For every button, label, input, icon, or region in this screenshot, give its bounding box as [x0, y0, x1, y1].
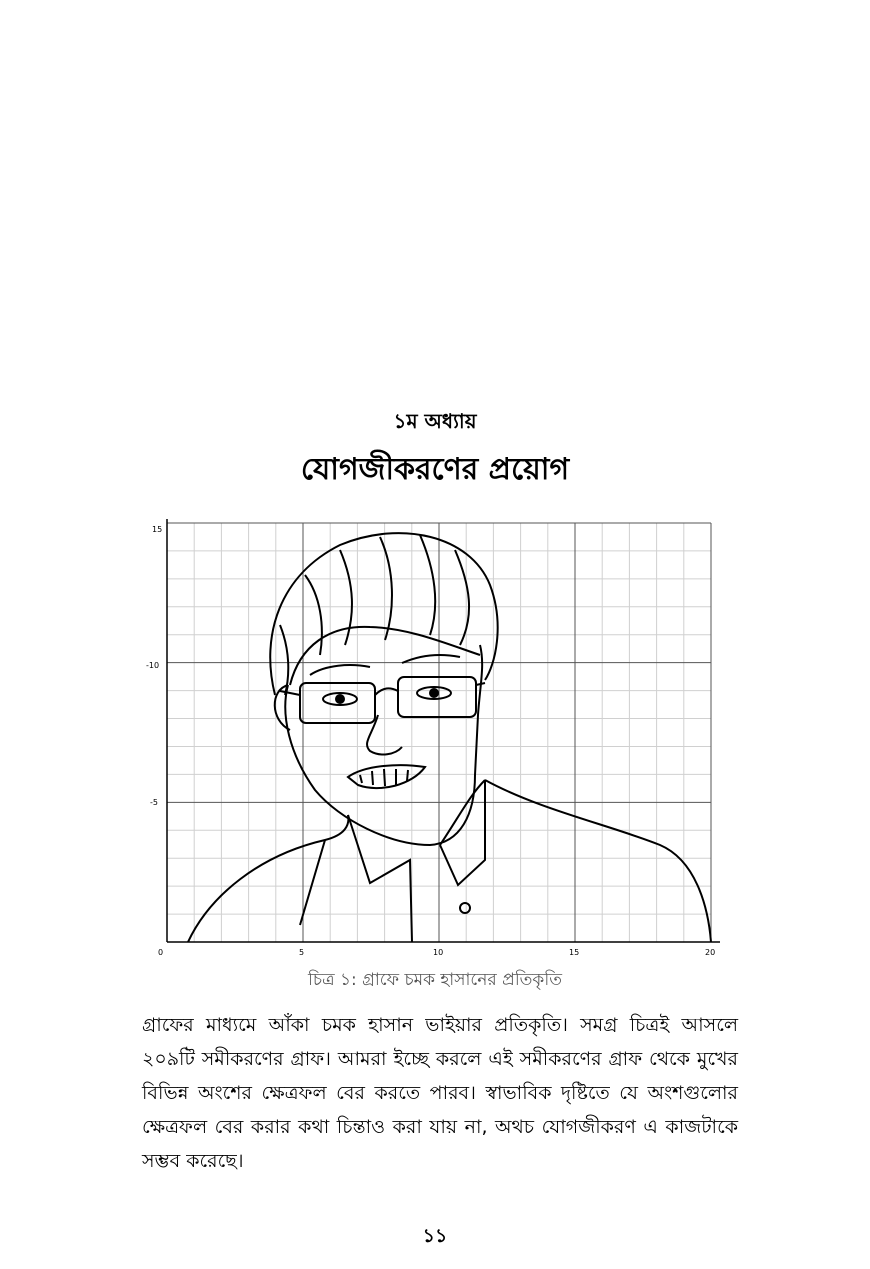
- portrait-drawing: [188, 533, 711, 942]
- x-tick-label: 5: [299, 948, 305, 957]
- hair: [270, 533, 497, 695]
- body-paragraph: গ্রাফের মাধ্যমে আঁকা চমক হাসান ভাইয়ার প্রতিকৃতি। সমগ্র চিত্রই আসলে ২০৯টি সমীকরণের গ্রাফ। আমরা ইচ্ছে করলে এই সমীকরণের গ্রাফ থেকে মুখের বিভিন্ন অংশের ক্ষেত্রফল বের করতে পারব। স্বাভাবিক দৃষ্টিতে যে অংশগুলোর ক্ষেত্রফল বের করার কথা চিন্তাও করা যায় না, অথচ যোগজীকরণ এ কাজটাকে সম্ভব করেছে।: [142, 1014, 738, 1172]
- page-number: ১১: [422, 1225, 448, 1247]
- chapter-label: ১ম অধ্যায়: [393, 409, 477, 433]
- left-pupil: [336, 695, 344, 703]
- shirt-button: [460, 903, 470, 913]
- shoulders-outline-right: [485, 780, 711, 942]
- face-outline: [285, 645, 482, 845]
- x-tick-label: 20: [705, 948, 716, 957]
- shoulders-outline: [188, 815, 348, 942]
- left-eyebrow: [310, 665, 370, 675]
- x-tick-label: 10: [433, 948, 444, 957]
- y-tick-label: -10: [146, 661, 160, 670]
- glasses-bridge: [280, 683, 485, 695]
- y-tick-label: -5: [150, 798, 158, 807]
- portrait-graph-figure: [140, 515, 730, 975]
- chapter-title: যোগজীকরণের প্রয়োগ: [300, 452, 570, 487]
- y-tick-label: 15: [152, 525, 163, 534]
- x-tick-label: 15: [569, 948, 580, 957]
- right-eyebrow: [402, 655, 460, 663]
- figure-caption: চিত্র ১: গ্রাফে চমক হাসানের প্রতিকৃতি: [308, 970, 562, 990]
- right-pupil: [430, 689, 438, 697]
- x-tick-label: 0: [158, 948, 164, 957]
- shirt-collar-right: [440, 780, 485, 845]
